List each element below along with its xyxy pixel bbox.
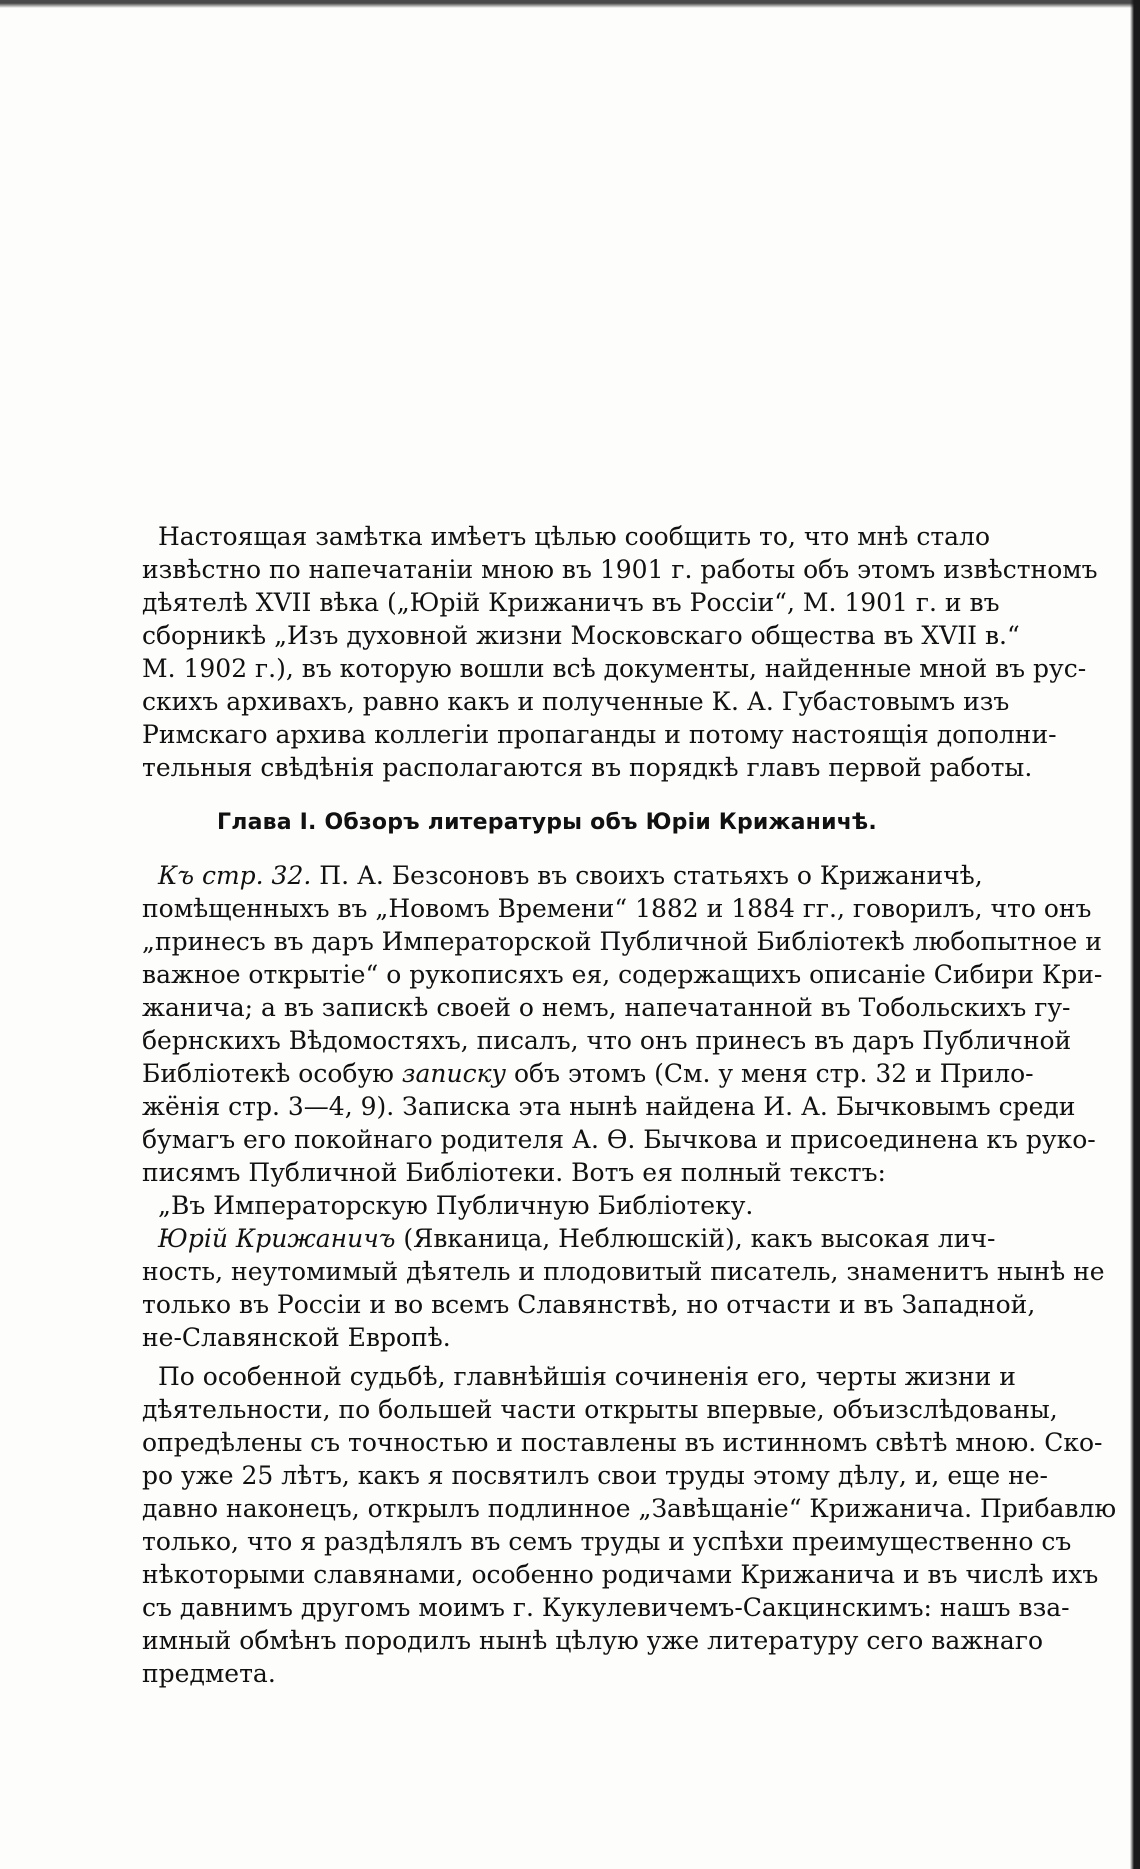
text-line: бумагъ его покойнаго родителя А. Ѳ. Бычкова и присоединена къ руко- [142, 1125, 1096, 1154]
body-text [142, 520, 1117, 1690]
text-line: съ давнимъ другомъ моимъ г. Кукулевичемъ-Сакцинскимъ: нашъ вза- [142, 1593, 1070, 1622]
text-line: только въ Россіи и во всемъ Славянствѣ, но отчасти и въ Западной, [142, 1290, 1036, 1319]
text-line: писямъ Публичной Библіотеки. Вотъ ея полный текстъ: [142, 1158, 886, 1187]
text-line: сборникѣ „Изъ духовной жизни Московскаго общества въ XVII в.“ [142, 621, 1020, 650]
text-line: Настоящая замѣтка имѣетъ цѣлью сообщить то, что мнѣ стало [158, 522, 990, 551]
text-line: тельныя свѣдѣнія располагаются въ порядкѣ главъ первой работы. [142, 753, 1033, 782]
italic-word: записку [401, 1059, 507, 1088]
quote-address: „Въ Императорскую Публичную Библіотеку. [158, 1191, 754, 1220]
text-line: ность, неутомимый дѣятель и плодовитый писатель, знаменитъ нынѣ не [142, 1257, 1105, 1286]
text-line: давно наконецъ, открылъ подлинное „Завѣщаніе“ Крижанича. Прибавлю [142, 1494, 1117, 1523]
text-line: предмета. [142, 1659, 276, 1688]
text-line: дѣятелѣ XVII вѣка („Юрій Крижаничъ въ Россіи“, М. 1901 г. и въ [142, 588, 1000, 617]
text-line: жёнія стр. 3—4, 9). Записка эта нынѣ найдена И. А. Бычковымъ среди [142, 1092, 1076, 1121]
paragraph-krizhanich [142, 1222, 1105, 1354]
text-line: бернскихъ Вѣдомостяхъ, писалъ, что онъ принесъ въ даръ Публичной [142, 1026, 1072, 1055]
text-line: опредѣлены съ точностью и поставлены въ истинномъ свѣтѣ мною. Ско- [142, 1428, 1103, 1457]
text-line: извѣстно по напечатаніи мною въ 1901 г. работы объ этомъ извѣстномъ [142, 555, 1098, 584]
text-line: имный обмѣнъ породилъ нынѣ цѣлую уже литературу сего важнаго [142, 1626, 1043, 1655]
scan-edge-right [1130, 0, 1140, 1869]
text-line: не-Славянской Европѣ. [142, 1323, 451, 1352]
text-line: М. 1902 г.), въ которую вошли всѣ документы, найденные мной въ рус- [142, 654, 1087, 683]
text-line: дѣятельности, по большей части открыты впервые, объизслѣдованы, [142, 1395, 1058, 1424]
paragraph-bezsonov [142, 859, 1103, 1189]
text-line: Къ стр. 32. П. А. Безсоновъ въ своихъ статьяхъ о Крижаничѣ, [158, 861, 983, 890]
text-line: только, что я раздѣлялъ въ семъ труды и успѣхи преимущественно съ [142, 1527, 1072, 1556]
text-line: „принесъ въ даръ Императорской Публичной Библіотекѣ любопытное и [142, 927, 1102, 956]
text-line: жанича; а въ запискѣ своей о немъ, напечатанной въ Тобольскихъ гу- [142, 993, 1071, 1022]
person-name: Юрій Крижаничъ [158, 1224, 396, 1253]
text-line: помѣщенныхъ въ „Новомъ Времени“ 1882 и 1884 гг., говорилъ, что онъ [142, 894, 1092, 923]
text-line: Библіотекѣ особую записку объ этомъ (См. у меня стр. 32 и Прило- [142, 1059, 1034, 1088]
text-line: Юрій Крижаничъ (Явканица, Неблюшскій), какъ высокая лич- [158, 1224, 996, 1253]
text-line: важное открытіе“ о рукописяхъ ея, содержащихъ описаніе Сибири Кри- [142, 960, 1103, 989]
paragraph-fate [142, 1360, 1117, 1690]
text-line: По особенной судьбѣ, главнѣйшія сочиненія его, черты жизни и [158, 1362, 1016, 1391]
text-line: нѣкоторыми славянами, особенно родичами Крижанича и въ числѣ ихъ [142, 1560, 1099, 1589]
scan-edge-top [0, 0, 1140, 8]
text-line: скихъ архивахъ, равно какъ и полученные К. А. Губастовымъ изъ [142, 687, 1010, 716]
text-line: Римскаго архива коллегіи пропаганды и потому настоящія дополни- [142, 720, 1057, 749]
page-reference: Къ стр. 32. [158, 861, 312, 890]
chapter-heading: Глава I. Обзоръ литературы объ Юріи Крижаничѣ. [217, 810, 877, 835]
text-line: ро уже 25 лѣтъ, какъ я посвятилъ свои труды этому дѣлу, и, еще не- [142, 1461, 1049, 1490]
paragraph-intro [142, 520, 1098, 784]
